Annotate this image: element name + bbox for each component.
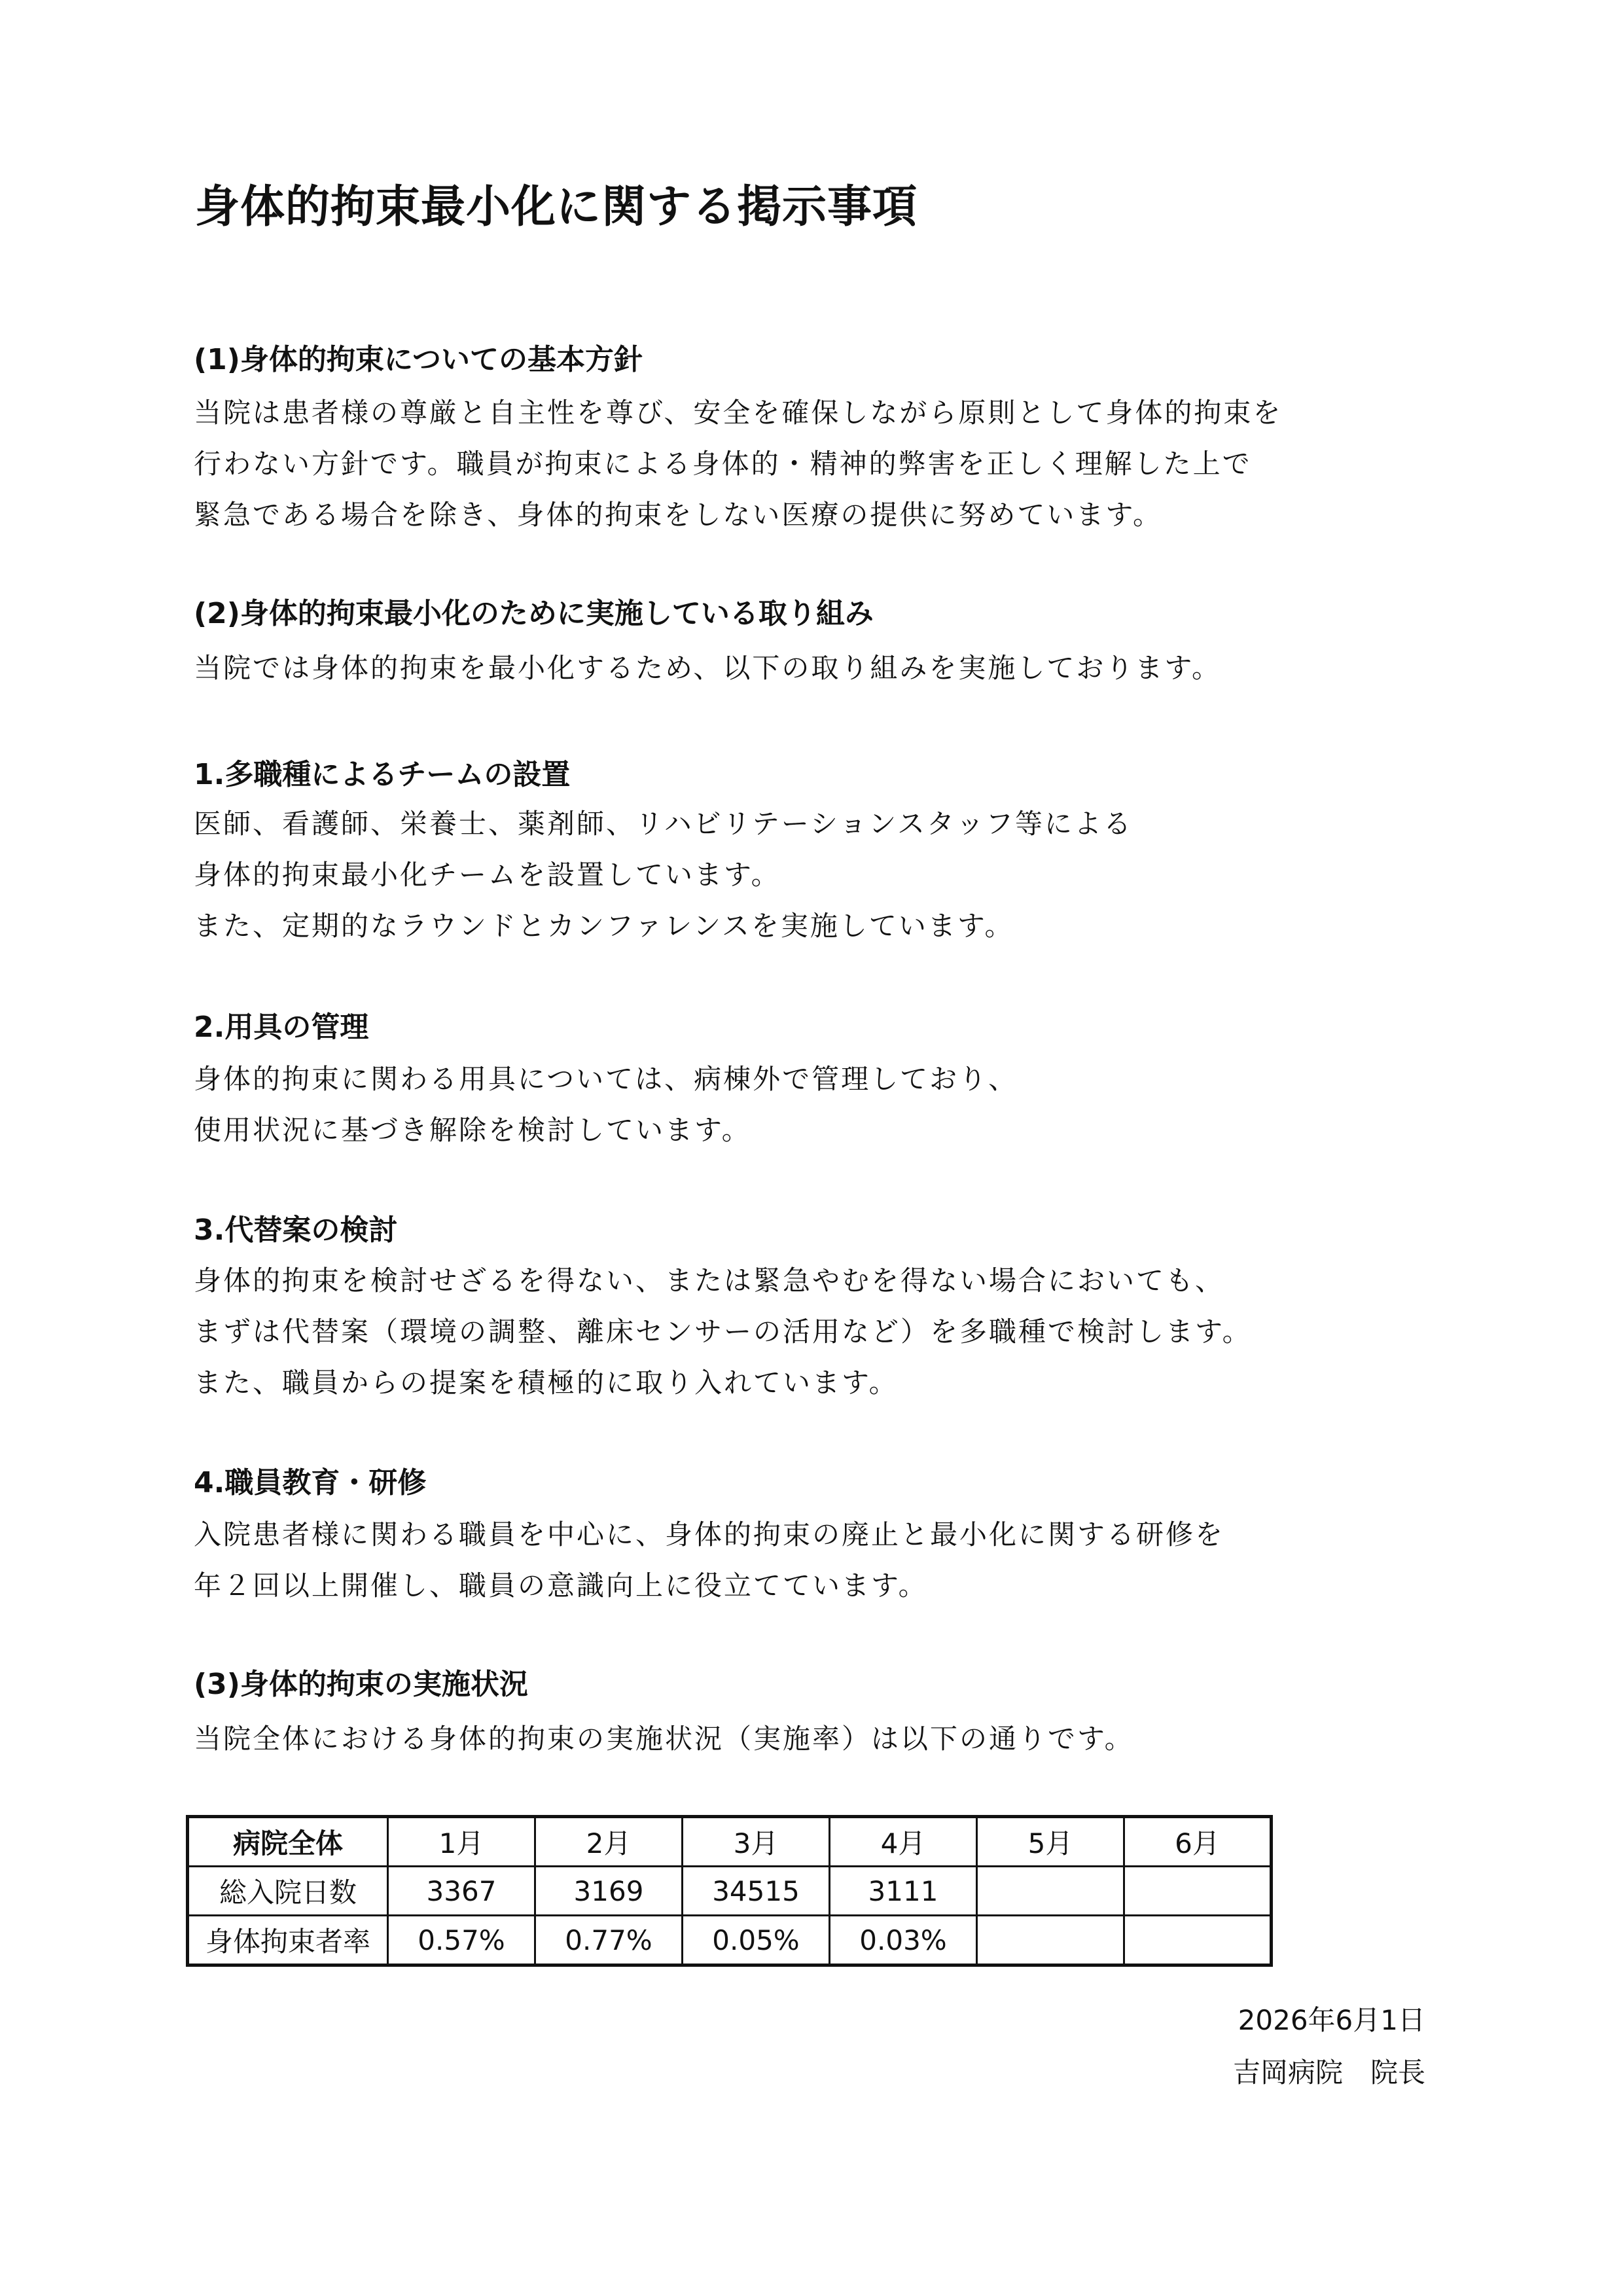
- table-cell: 3169: [535, 1867, 683, 1916]
- table-row: [188, 1916, 1272, 1965]
- month-header: 1月: [388, 1817, 535, 1867]
- table-cell: [1124, 1867, 1272, 1916]
- table-cell: [977, 1916, 1124, 1965]
- body-line: また、職員からの提案を積極的に取り入れています。: [194, 1367, 899, 1399]
- month-header: 2月: [535, 1817, 683, 1867]
- table-cell: [1124, 1916, 1272, 1965]
- body-line: 使用状況に基づき解除を検討しています。: [194, 1114, 751, 1146]
- table-cell: 34515: [683, 1867, 830, 1916]
- item-body-training: [194, 1509, 1224, 1611]
- row-label: 総入院日数: [188, 1867, 388, 1916]
- table-cell: 3367: [388, 1867, 535, 1916]
- table-cell: [977, 1867, 1124, 1916]
- table-cell: 0.03%: [830, 1916, 977, 1965]
- body-line: 当院では身体的拘束を最小化するため、以下の取り組みを実施しております。: [194, 652, 1221, 684]
- body-line: 身体的拘束最小化チームを設置しています。: [194, 859, 781, 891]
- table-cell: 0.57%: [388, 1916, 535, 1965]
- body-line: 年２回以上開催し、職員の意識向上に役立てています。: [194, 1570, 928, 1602]
- section-heading-basic-policy: (1)身体的拘束についての基本方針: [194, 343, 643, 376]
- body-line: 当院は患者様の尊厳と自主性を尊び、安全を確保しながら原則として身体的拘束を: [194, 397, 1283, 429]
- table-cell: 0.77%: [535, 1916, 683, 1965]
- item-body-equipment: [194, 1054, 1018, 1156]
- section-heading-initiatives: (2)身体的拘束最小化のために実施している取り組み: [194, 597, 874, 630]
- table-header-row: [188, 1817, 1272, 1867]
- item-heading-team: 1.多職種によるチームの設置: [194, 758, 571, 791]
- signer: 吉岡病院 院長: [1232, 2056, 1425, 2089]
- item-heading-training: 4.職員教育・研修: [194, 1466, 427, 1499]
- item-heading-equipment: 2.用具の管理: [194, 1011, 369, 1044]
- section-body-basic-policy: [194, 387, 1282, 541]
- body-line: 行わない方針です。職員が拘束による身体的・精神的弊害を正しく理解した上で: [194, 448, 1252, 480]
- month-header: 6月: [1124, 1817, 1272, 1867]
- body-line: 医師、看護師、栄養士、薬剤師、リハビリテーションスタッフ等による: [194, 808, 1133, 840]
- body-line: 身体的拘束に関わる用具については、病棟外で管理しており、: [194, 1063, 1018, 1095]
- section-body-status: [194, 1713, 1134, 1765]
- table-corner-header: 病院全体: [188, 1817, 388, 1867]
- table-cell: 0.05%: [683, 1916, 830, 1965]
- table-row: [188, 1867, 1272, 1916]
- month-header: 5月: [977, 1817, 1124, 1867]
- item-heading-alternatives: 3.代替案の検討: [194, 1213, 398, 1247]
- body-line: また、定期的なラウンドとカンファレンスを実施しています。: [194, 910, 1014, 942]
- body-line: 身体的拘束を検討せざるを得ない、または緊急やむを得ない場合においても、: [194, 1265, 1225, 1297]
- body-line: 入院患者様に関わる職員を中心に、身体的拘束の廃止と最小化に関する研修を: [194, 1518, 1225, 1551]
- month-header: 3月: [683, 1817, 830, 1867]
- issue-date: 2026年6月1日: [1238, 2004, 1425, 2036]
- body-line: 当院全体における身体的拘束の実施状況（実施率）は以下の通りです。: [194, 1723, 1134, 1755]
- month-header: 4月: [830, 1817, 977, 1867]
- table-cell: 3111: [830, 1867, 977, 1916]
- row-label: 身体拘束者率: [188, 1916, 388, 1965]
- page-title: 身体的拘束最小化に関する掲示事項: [195, 181, 918, 233]
- section-body-initiatives: [194, 643, 1221, 694]
- body-line: まずは代替案（環境の調整、離床センサーの活用など）を多職種で検討します。: [194, 1316, 1252, 1348]
- item-body-alternatives: [194, 1255, 1252, 1408]
- restraint-statistics-table: [186, 1815, 1273, 1967]
- item-body-team: [194, 798, 1133, 952]
- body-line: 緊急である場合を除き、身体的拘束をしない医療の提供に努めています。: [194, 499, 1162, 531]
- section-heading-status: (3)身体的拘束の実施状況: [194, 1668, 528, 1701]
